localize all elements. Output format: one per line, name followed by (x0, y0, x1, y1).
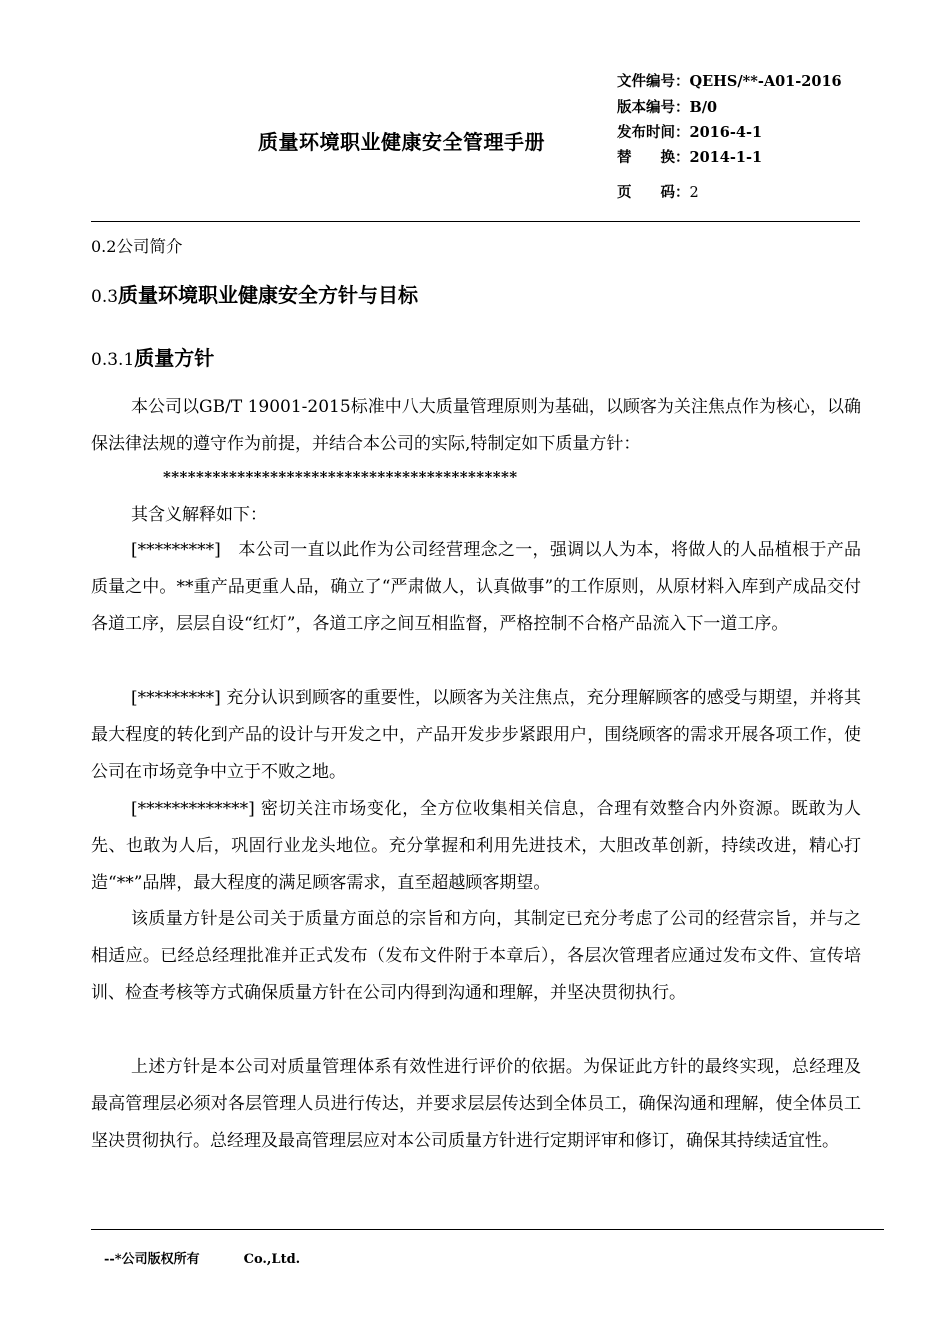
replace-date (617, 146, 762, 167)
section-title: 质量方针 (134, 346, 215, 370)
section-number: 0.3 (91, 287, 119, 307)
policy-paragraph-5: 上述方针是本公司对质量管理体系有效性进行评价的依据。为保证此方针的最终实现，总经理及最高管理层必须对各层管理人员进行传达，并要求层层传达到全体员工，确保沟通和理解，使全体员工坚决贯彻执行。总经理及最高管理层应对本公司质量方针进行定期评审和修订，确保其持续适宜性。 (91, 1057, 861, 1151)
footer (104, 1248, 300, 1267)
section-heading-0-3 (91, 279, 418, 308)
version-number (617, 96, 717, 117)
version-label: 版本编号： (617, 99, 690, 116)
doc-number-value: QEHS/**-A01-2016 (689, 73, 842, 90)
page-number (617, 181, 699, 202)
section-title: 公司简介 (116, 237, 183, 256)
section-title: 质量环境职业健康安全方针与目标 (118, 283, 419, 307)
policy-paragraph-1: [*********] 本公司一直以此作为公司经营理念之一，强调以人为本，将做人的人品植根于产品质量之中。**重产品更重人品，确立了“严肃做人，认真做事”的工作原则，从原材料入库到产成品交付各道工序，层层自设“红灯”，各道工序之间互相监督，严格控制不合格产品流入下一道工序。 (91, 540, 861, 634)
doc-number-label: 文件编号： (617, 73, 690, 90)
page-number-value: 2 (689, 185, 699, 201)
copyright-text: --*公司版权所有 (104, 1252, 200, 1267)
intro-paragraph: 本公司以GB/T 19001-2015标准中八大质量管理原则为基础，以顾客为关注焦点作为核心，以确保法律法规的遵守作为前提，并结合本公司的实际,特制定如下质量方针： (91, 397, 861, 454)
version-value: B/0 (689, 99, 718, 116)
policy-paragraph-3: [*************] 密切关注市场变化，全方位收集相关信息，合理有效整合内外资源。既敢为人先、也敢为人后，巩固行业龙头地位。充分掌握和利用先进技术，大胆改革创新，持续改进，精心打造“**”品牌，最大程度的满足顾客需求，直至超越顾客期望。 (91, 799, 861, 893)
release-date (617, 121, 762, 142)
doc-number (617, 70, 842, 91)
manual-title: 质量环境职业健康安全管理手册 (258, 130, 545, 154)
release-date-label: 发布时间： (617, 124, 690, 141)
header-divider (91, 221, 860, 222)
section-heading-0-2 (91, 233, 182, 257)
replace-date-label: 替 换： (617, 149, 690, 166)
page-number-label: 页 码： (617, 184, 690, 201)
release-date-value: 2016-4-1 (689, 124, 763, 141)
footer-divider (91, 1229, 884, 1230)
company-suffix: Co.,Ltd. (243, 1252, 301, 1267)
section-heading-0-3-1 (91, 342, 214, 371)
section-number: 0.2 (91, 237, 117, 256)
policy-placeholder-stars: ******************************************* (163, 468, 518, 486)
meaning-intro: 其含义解释如下： (131, 505, 267, 525)
policy-paragraph-2: [*********] 充分认识到顾客的重要性，以顾客为关注焦点，充分理解顾客的感受与期望，并将其最大程度的转化到产品的设计与开发之中，产品开发步步紧跟用户，围绕顾客的需求开展各项工作，使公司在市场竞争中立于不败之地。 (91, 688, 861, 782)
section-number: 0.3.1 (91, 350, 135, 370)
policy-paragraph-4: 该质量方针是公司关于质量方面总的宗旨和方向，其制定已充分考虑了公司的经营宗旨，并与之相适应。已经总经理批准并正式发布（发布文件附于本章后），各层次管理者应通过发布文件、宣传培训、检查考核等方式确保质量方针在公司内得到沟通和理解，并坚决贯彻执行。 (91, 909, 861, 1003)
replace-date-value: 2014-1-1 (689, 149, 763, 166)
